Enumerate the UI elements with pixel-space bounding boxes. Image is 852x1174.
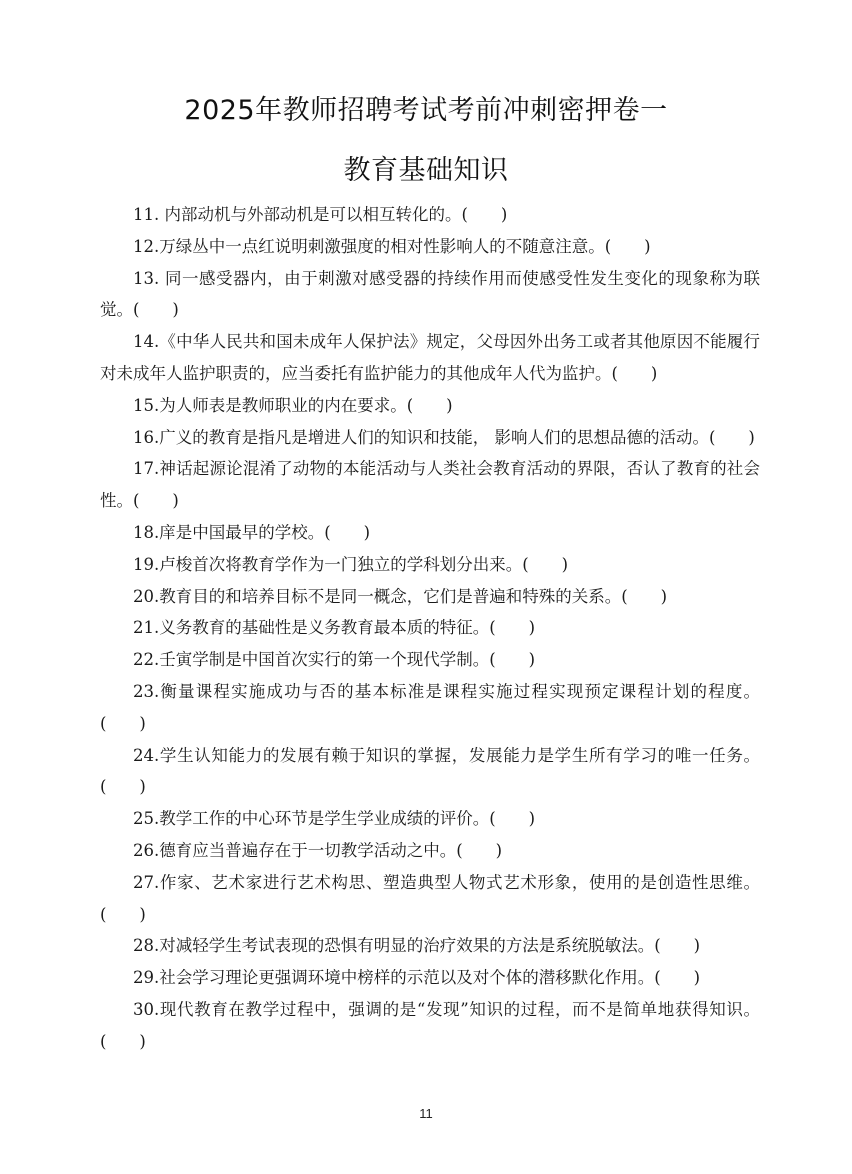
question-item: 28.对减轻学生考试表现的恐惧有明显的治疗效果的方法是系统脱敏法。( ): [133, 936, 701, 956]
question-item: 24.学生认知能力的发展有赖于知识的掌握，发展能力是学生所有学习的唯一任务。( ): [100, 745, 760, 797]
question-item: 22.壬寅学制是中国首次实行的第一个现代学制。( ): [133, 650, 536, 670]
question-item: 19.卢梭首次将教育学作为一门独立的学科划分出来。( ): [133, 554, 569, 574]
question-item: 30.现代教育在教学过程中，强调的是“发现”知识的过程，而不是简单地获得知识。( ): [100, 999, 760, 1051]
question-item: 29.社会学习理论更强调环境中榜样的示范以及对个体的潜移默化作用。( ): [133, 968, 701, 988]
question-item: 12.万绿丛中一点红说明刺激强度的相对性影响人的不随意注意。( ): [133, 236, 651, 256]
question-item: 18.庠是中国最早的学校。( ): [133, 522, 371, 542]
question-item: 14.《中华人民共和国未成年人保护法》规定，父母因外出务工或者其他原因不能履行对未成年人监护职责的，应当委托有监护能力的其他成年人代为监护。( ): [100, 332, 760, 383]
question-item: 21.义务教育的基础性是义务教育最本质的特征。( ): [133, 618, 536, 638]
question-item: 15.为人师表是教师职业的内在要求。( ): [133, 395, 453, 415]
question-item: 11. 内部动机与外部动机是可以相互转化的。( ): [133, 205, 508, 224]
question-item: 27.作家、艺术家进行艺术构思、塑造典型人物式艺术形象，使用的是创造性思维。( ): [100, 872, 760, 924]
question-item: 26.德育应当普遍存在于一切教学活动之中。( ): [133, 840, 503, 860]
question-item: 16.广义的教育是指凡是增进人们的知识和技能， 影响人们的思想品德的活动。( ): [133, 427, 755, 447]
question-item: 23.衡量课程实施成功与否的基本标准是课程实施过程实现预定课程计划的程度。( ): [100, 681, 760, 733]
page-number: 11: [419, 1106, 433, 1121]
question-item: 25.教学工作的中心环节是学生学业成绩的评价。( ): [133, 809, 536, 829]
question-list: [100, 199, 760, 1058]
question-item: 17.神话起源论混淆了动物的本能活动与人类社会教育活动的界限，否认了教育的社会性。( ): [100, 459, 760, 511]
section-title: 教育基础知识: [343, 155, 509, 186]
question-item: 20.教育目的和培养目标不是同一概念，它们是普遍和特殊的关系。( ): [133, 586, 668, 606]
question-item: 13. 同一感受器内，由于刺激对感受器的持续作用而使感受性发生变化的现象称为联觉。( ): [100, 268, 760, 320]
exam-title: 2025年教师招聘考试考前冲刺密押卷一: [184, 95, 668, 126]
